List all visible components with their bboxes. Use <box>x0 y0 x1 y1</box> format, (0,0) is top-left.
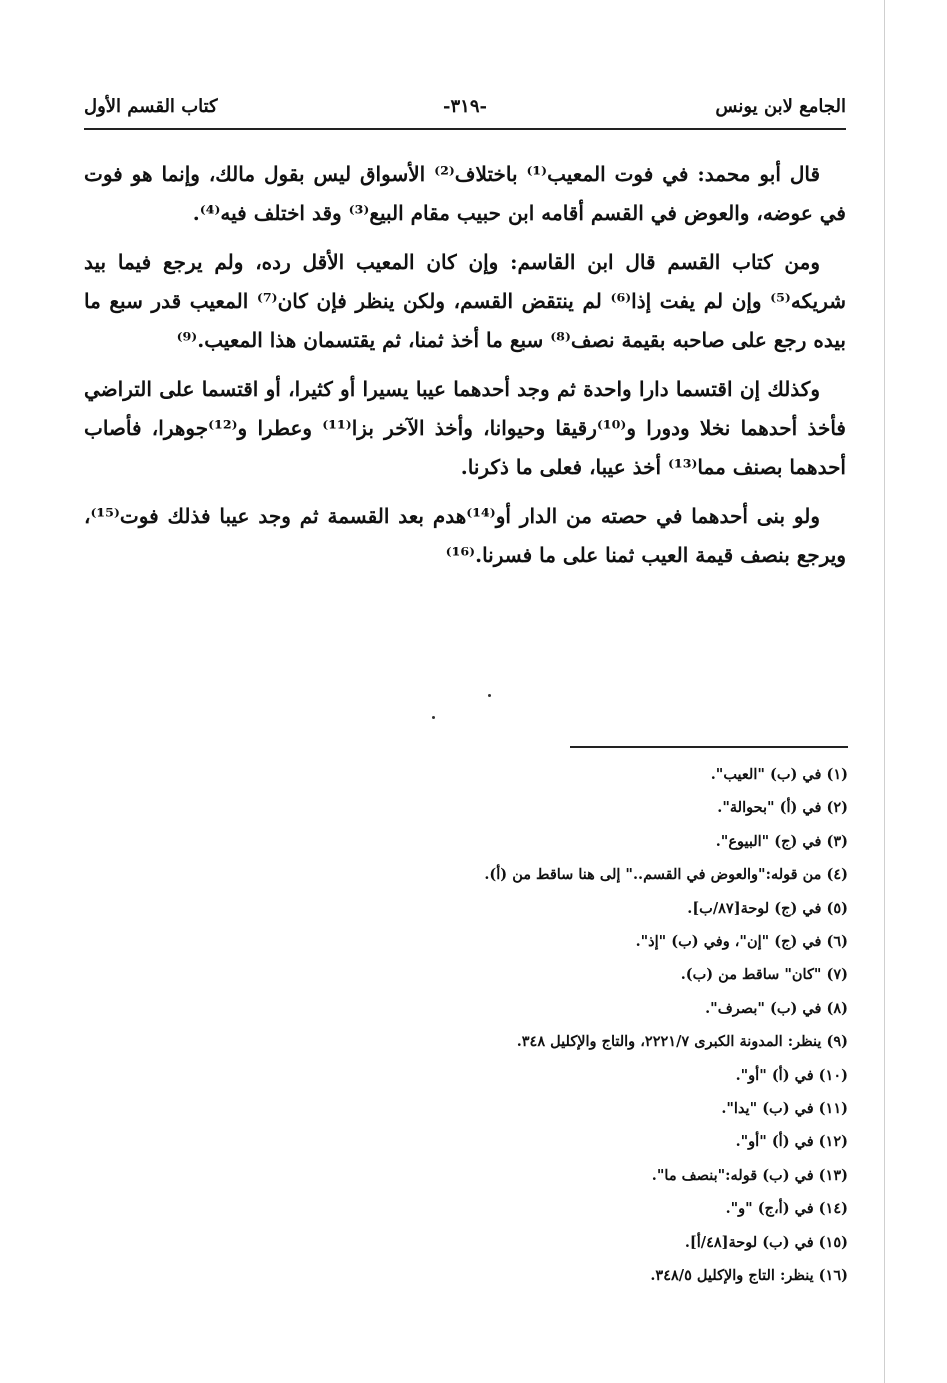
footnote: (١٤) في (أ،ج) "و". <box>725 1200 848 1218</box>
footnote: (١) في (ب) "العيب". <box>710 766 848 783</box>
footnote: (٢) في (أ) "بحوالة". <box>717 799 848 817</box>
page-number: -٣١٩- <box>443 96 487 117</box>
chapter-title: كتاب القسم الأول <box>84 96 218 117</box>
book-title: الجامع لابن يونس <box>715 96 846 117</box>
footnote: (٦) في (ج) "إن"، وفي (ب) "إذ". <box>635 933 848 951</box>
footnote: (١٥) في (ب) لوحة[٤٨/أ]. <box>684 1233 848 1251</box>
paragraph: ولو بنى أحدهما في حصته من الدار أو⁽¹⁴⁾هدم بعد القسمة ثم وجد عيبا فذلك فوت⁽¹⁵⁾، ويرجع بنصف قيمة العيب ثمنا على ما فسرنا.⁽¹⁶⁾ <box>84 504 846 567</box>
footnote: (٣) في (ج) "البيوع". <box>715 832 848 850</box>
footnote: (١٢) في (أ) "أو". <box>735 1133 848 1151</box>
footnote: (٩) ينظر: المدونة الكبرى ٢٢٢١/٧، والتاج والإكليل ٣٤٨. <box>516 1033 848 1051</box>
page-edge-line <box>884 0 885 1383</box>
page-header <box>84 92 846 126</box>
footnote: (٧) "كان" ساقط من (ب). <box>680 966 848 984</box>
footnote: (٥) في (ج) لوحة[٨٧/ب]. <box>687 899 848 917</box>
footnote: (١٦) ينظر: التاج والإكليل ٣٤٨/٥. <box>650 1267 848 1285</box>
footnote: (١١) في (ب) "يدا". <box>721 1100 848 1118</box>
paragraph: وكذلك إن اقتسما دارا واحدة ثم وجد أحدهما عيبا يسيرا أو كثيرا، أو اقتسما على التراضي فأخذ أحدهما نخلا ودورا و⁽¹⁰⁾رقيقا وحيوانا، وأخذ الآخر بزا⁽¹¹⁾ وعطرا و⁽¹²⁾جوهرا، فأصاب أحدهما بصنف مما⁽¹³⁾ أخذ عيبا، فعلى ما ذكرنا. <box>84 377 846 479</box>
footnote: (١٣) في (ب) قوله:"بنصف ما". <box>651 1166 848 1184</box>
footnote-separator <box>570 746 848 748</box>
paragraph: ومن كتاب القسم قال ابن القاسم: وإن كان المعيب الأقل رده، ولم يرجع فيما بيد شريكه⁽⁵⁾ وإن لم يفت إذا⁽⁶⁾ لم ينتقض القسم، ولكن ينظر فإن كان⁽⁷⁾ المعيب قدر سبع ما بيده رجع على صاحبه بقيمة نصف⁽⁸⁾ سبع ما أخذ ثمنا، ثم يقتسمان هذا المعيب.⁽⁹⁾ <box>84 250 847 352</box>
footnote: (٨) في (ب) "بصرف". <box>705 999 848 1017</box>
footnote: (١٠) في (أ) "أو". <box>735 1066 848 1084</box>
header-rule <box>84 128 846 130</box>
speck <box>432 716 435 719</box>
footnote: (٤) من قوله:"والعوض في القسم.." إلى هنا ساقط من (أ). <box>484 866 848 884</box>
speck <box>488 694 491 697</box>
paragraph: قال أبو محمد: في فوت المعيب⁽¹⁾ باختلاف⁽²⁾ الأسواق ليس بقول مالك، وإنما هو فوت في عوضه، والعوض في القسم أقامه ابن حبيب مقام البيع⁽³⁾ وقد اختلف فيه⁽⁴⁾. <box>84 162 846 225</box>
main-text <box>84 155 846 585</box>
footnotes-list <box>380 758 848 1293</box>
